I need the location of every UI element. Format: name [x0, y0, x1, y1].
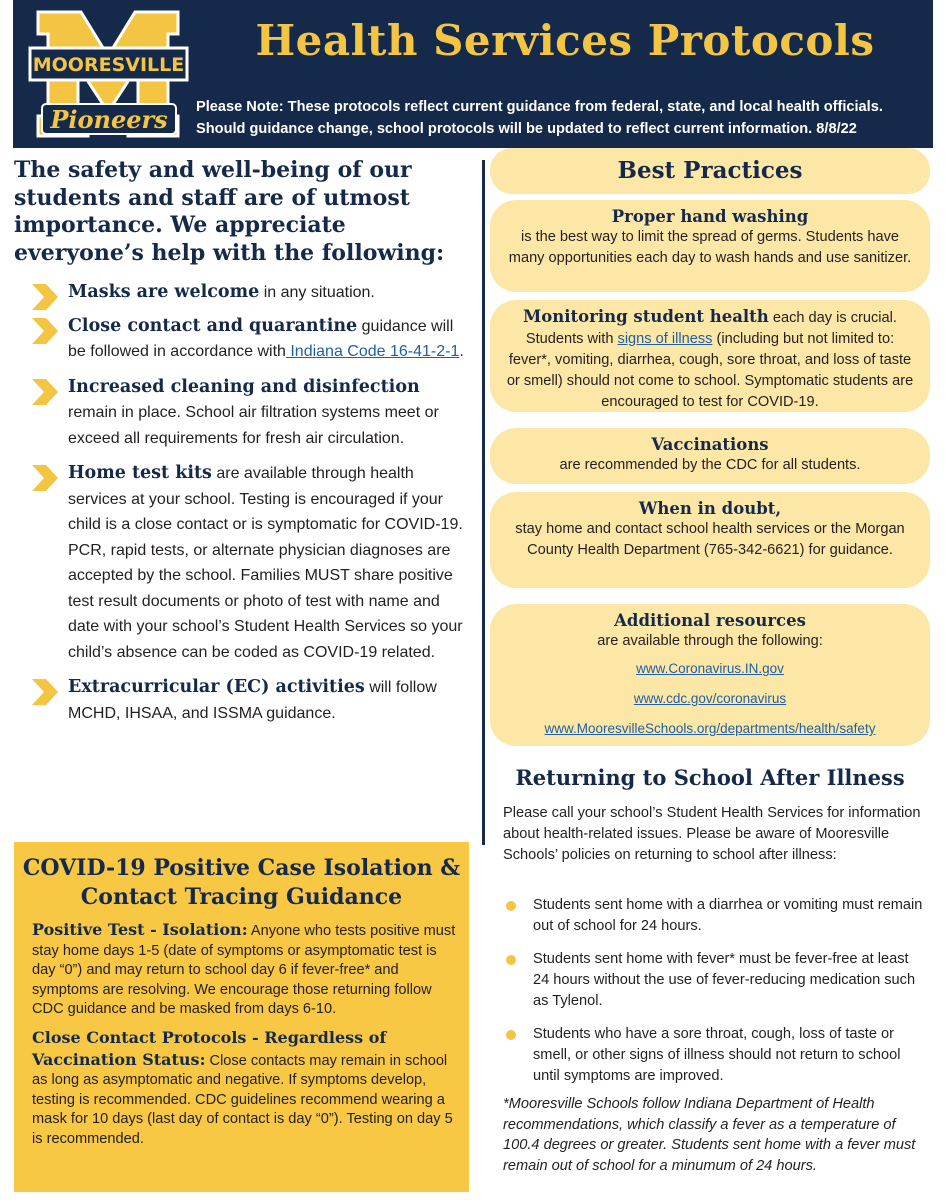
chevron-right-icon: [30, 283, 60, 311]
protocol-lead: Home test kits: [68, 463, 212, 483]
monitoring-text-1: each day is crucial. Students with: [525, 310, 897, 347]
best-practices-title: Best Practices: [490, 148, 930, 194]
protocol-list: [30, 280, 470, 726]
returning-intro: Please call your school’s Student Health Services for information about health-related issues. Please be aware of Mooresville Schools’ policies on returning to school after illness:: [503, 805, 921, 863]
resources-links: [504, 658, 916, 739]
isolation-paragraph: [32, 920, 456, 1020]
when-in-doubt-card: [490, 492, 930, 588]
returning-item-text: Students sent home with fever* must be fever-free at least 24 hours without the use of fever-reducing medication such as Tylenol.: [533, 951, 916, 1009]
hand-washing-lead: Proper hand washing: [611, 207, 809, 226]
covid-guidance-title: COVID-19 Positive Case Isolation & Contact Tracing Guidance: [22, 855, 461, 910]
protocol-item-quarantine: [30, 314, 470, 365]
header-note: [196, 96, 931, 140]
protocol-item-cleaning: [30, 375, 470, 452]
mooresville-pioneers-logo: [26, 4, 191, 144]
protocol-lead: Extracurricular (EC) activities: [68, 677, 365, 697]
protocol-lead: Close contact and quarantine: [68, 315, 358, 336]
returning-item-text: Students sent home with a diarrhea or vomiting must remain out of school for 24 hours.: [533, 897, 923, 934]
chevron-right-icon: [30, 378, 60, 406]
isolation-lead: Positive Test - Isolation:: [32, 920, 248, 939]
bullet-dot-icon: [506, 901, 516, 911]
returning-list: [503, 895, 928, 1099]
protocol-lead: Masks are welcome: [68, 282, 260, 302]
protocol-text: are available through health services at your school. Testing is encouraged if your child is a close contact or is symptomatic for COVID-19. PCR, rapid tests, or alternate physician diagnoses are accepted by the school. Families MUST share positive test result documents or photo of test with name and date with your school’s Student Health Services so your child’s absence can be coded as COVID-19 related.: [68, 465, 463, 661]
fever-footnote: *Mooresville Schools follow Indiana Department of Health recommendations, which classify a fever as a temperature of 100.4 degrees or greater. Students sent home with a fever must remain out of school for a minumum of 24 hours.: [503, 1096, 916, 1174]
list-item: [503, 1024, 928, 1087]
logo-text-top: MOORESVILLE: [32, 54, 185, 76]
protocol-text-after: .: [459, 343, 464, 360]
protocol-text: guidance will be followed in accordance with: [68, 317, 454, 360]
close-contact-paragraph: [32, 1028, 456, 1150]
bullet-dot-icon: [506, 1030, 516, 1040]
page-title: Health Services Protocols: [255, 16, 875, 65]
vaccinations-text: are recommended by the CDC for all students.: [559, 457, 861, 473]
protocol-lead: Increased cleaning and disinfection: [68, 376, 420, 397]
returning-item-text: Students who have a sore throat, cough, loss of taste or smell, or other signs of illness should not return to school until symptoms are improved.: [533, 1026, 901, 1084]
header: [0, 0, 945, 150]
monitoring-card: [490, 300, 930, 412]
when-in-doubt-lead: When in doubt,: [638, 499, 782, 518]
protocol-item-test-kits: [30, 461, 470, 665]
hand-washing-card: [490, 200, 930, 292]
protocol-text: will follow MCHD, IHSAA, and ISSMA guidance.: [68, 679, 437, 722]
returning-title: Returning to School After Illness: [515, 765, 905, 790]
header-note-line-1: Please Note: These protocols reflect current guidance from federal, state, and local health officials.: [196, 99, 883, 115]
signs-of-illness-link[interactable]: signs of illness: [617, 331, 713, 347]
coronavirus-in-link[interactable]: www.Coronavirus.IN.gov: [636, 661, 784, 676]
vaccinations-lead: Vaccinations: [651, 435, 769, 454]
list-item: [503, 895, 928, 937]
close-contact-text: Close contacts may remain in school as long as asymptomatic and negative. If symptoms develop, testing is recommended. CDC guidelines recommend wearing a mask for 10 days (last day of contact is day “0”). Testing on day 5 is recommended.: [32, 1052, 453, 1147]
close-contact-lead: Close Contact Protocols - Regardless of Vaccination Status:: [32, 1027, 387, 1069]
mooresville-safety-link[interactable]: www.MooresvilleSchools.org/departments/health/safety: [544, 721, 876, 736]
resources-lead: Additional resources: [614, 611, 806, 630]
isolation-text: Anyone who tests positive must stay home days 1-5 (date of symptoms or asymptomatic test is day “0”) and may return to school day 6 if fever-free* and symptoms are resolving. We encourage those returning follow CDC guidance and be masked from days 6-10.: [32, 923, 456, 1018]
list-item: [503, 949, 928, 1012]
logo-text-bottom: Pioneers: [50, 105, 168, 134]
chevron-right-icon: [30, 464, 60, 492]
protocol-text: in any situation.: [259, 284, 375, 301]
monitoring-lead: Monitoring student health: [523, 307, 769, 326]
indiana-code-link[interactable]: Indiana Code 16-41-2-1: [285, 343, 460, 360]
intro-heading: The safety and well-being of our students and staff are of utmost importance. We appreciate everyone’s help with the following:: [14, 157, 445, 266]
chevron-right-icon: [30, 317, 60, 345]
additional-resources-card: [490, 604, 930, 746]
bullet-dot-icon: [506, 955, 516, 965]
protocol-item-masks: [30, 280, 470, 306]
cdc-coronavirus-link[interactable]: www.cdc.gov/coronavirus: [633, 691, 787, 706]
covid-guidance-body: [32, 920, 456, 1150]
protocol-item-extracurricular: [30, 675, 470, 726]
monitoring-text-2: (including but not limited to: fever*, vomiting, diarrhea, cough, sore throat, and loss of taste or smell) should not come to school. Symptomatic students are encouraged to test for COVID-19.: [506, 331, 914, 410]
when-in-doubt-text: stay home and contact school health services or the Morgan County Health Department (765-342-6621) for guidance.: [515, 521, 905, 558]
chevron-right-icon: [30, 678, 60, 706]
vaccinations-card: [490, 428, 930, 484]
header-note-line-2: Should guidance change, school protocols will be updated to reflect current information. 8/8/22: [196, 121, 857, 137]
column-divider: [482, 160, 485, 845]
resources-text: are available through the following:: [597, 633, 823, 649]
covid-guidance-box: [14, 842, 469, 1192]
protocol-text: remain in place. School air filtration systems meet or exceed all requirements for fresh air circulation.: [68, 404, 439, 447]
hand-washing-text: is the best way to limit the spread of germs. Students have many opportunities each day to wash hands and use sanitizer.: [508, 229, 912, 266]
